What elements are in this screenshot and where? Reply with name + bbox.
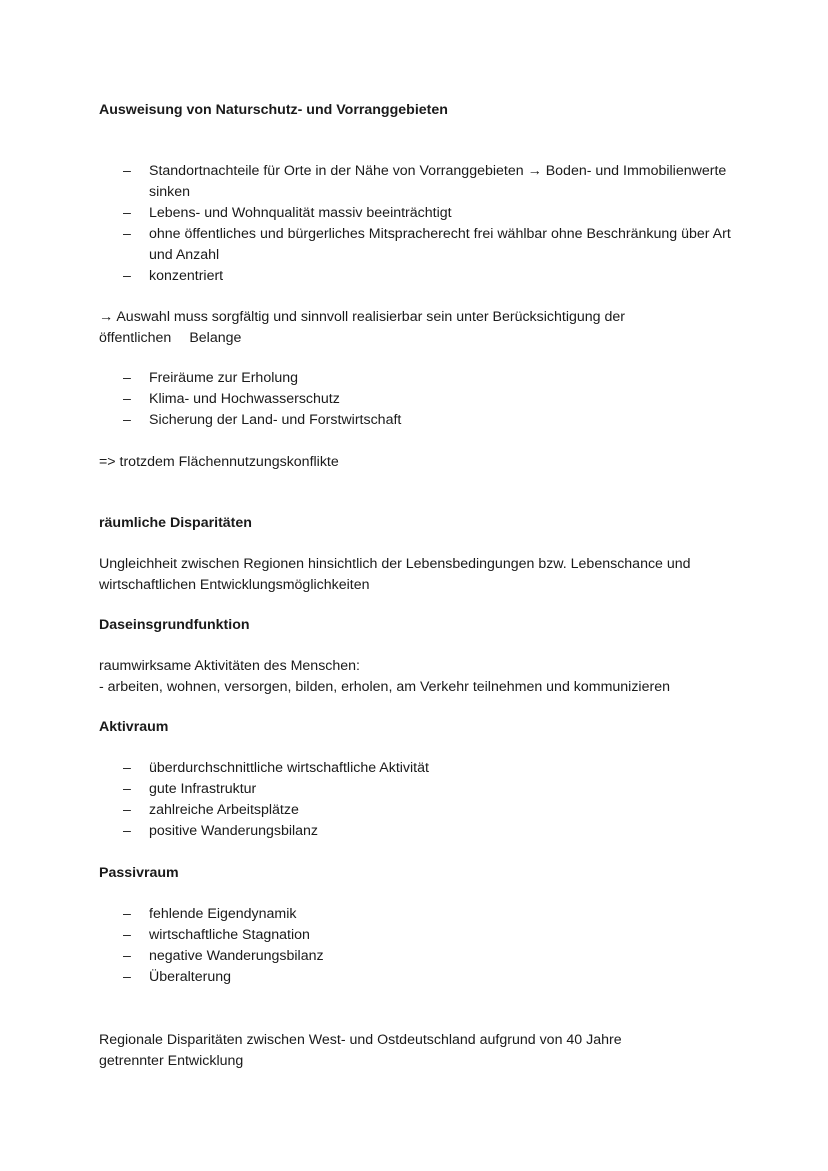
paragraph-closing: Regionale Disparitäten zwischen West- und Ostdeutschland aufgrund von 40 Jahre getrennter Entwicklung (99, 1032, 622, 1069)
list-aktivraum (99, 758, 759, 842)
text-line: - arbeiten, wohnen, versorgen, bilden, erholen, am Verkehr teilnehmen und kommunizieren (99, 679, 670, 695)
note-word: Belange (189, 330, 242, 346)
list-item: – positive Wanderungsbilanz (99, 821, 759, 842)
text-line: raumwirksame Aktivitäten des Menschen: (99, 658, 360, 674)
note-auswahl (99, 307, 759, 349)
list-item: – zahlreiche Arbeitsplätze (99, 800, 759, 821)
list-belange (99, 368, 759, 431)
note-line: → Auswahl muss sorgfältig und sinnvoll realisierbar sein unter Berücksichtigung der (99, 309, 625, 325)
list-item: – fehlende Eigendynamik (99, 904, 759, 925)
list-item: – negative Wanderungsbilanz (99, 946, 759, 967)
list-item: – ohne öffentliches und bürgerliches Mitspracherecht frei wählbar ohne Beschränkung über Art und Anzahl (99, 224, 739, 266)
heading-disparitaeten: räumliche Disparitäten (99, 515, 252, 531)
heading-naturschutz: Ausweisung von Naturschutz- und Vorranggebieten (99, 102, 448, 118)
list-item: – Überalterung (99, 967, 759, 988)
list-passivraum (99, 904, 759, 988)
heading-passivraum: Passivraum (99, 865, 179, 881)
list-item: – konzentriert (99, 266, 739, 287)
heading-daseinsgrundfunktion: Daseinsgrundfunktion (99, 617, 250, 633)
note-line (99, 328, 759, 349)
note-word: öffentlichen (99, 330, 172, 346)
list-item: – Klima- und Hochwasserschutz (99, 389, 759, 410)
list-item: – gute Infrastruktur (99, 779, 759, 800)
list-item: – Sicherung der Land- und Forstwirtschaft (99, 410, 759, 431)
list-naturschutz (99, 161, 739, 287)
list-item: – Lebens- und Wohnqualität massiv beeinträchtigt (99, 203, 739, 224)
heading-aktivraum: Aktivraum (99, 719, 169, 735)
list-item: – überdurchschnittliche wirtschaftliche Aktivität (99, 758, 759, 779)
paragraph-daseinsgrundfunktion (99, 656, 759, 698)
list-item: – Standortnachteile für Orte in der Nähe von Vorranggebieten → Boden- und Immobilienwerte sinken (99, 161, 739, 203)
list-item: – wirtschaftliche Stagnation (99, 925, 759, 946)
conclusion-text: => trotzdem Flächennutzungskonflikte (99, 454, 339, 470)
list-item: – Freiräume zur Erholung (99, 368, 759, 389)
paragraph-disparitaeten: Ungleichheit zwischen Regionen hinsichtlich der Lebensbedingungen bzw. Lebenschance und wirtschaftlichen Entwicklungsmöglichkeiten (99, 556, 691, 593)
